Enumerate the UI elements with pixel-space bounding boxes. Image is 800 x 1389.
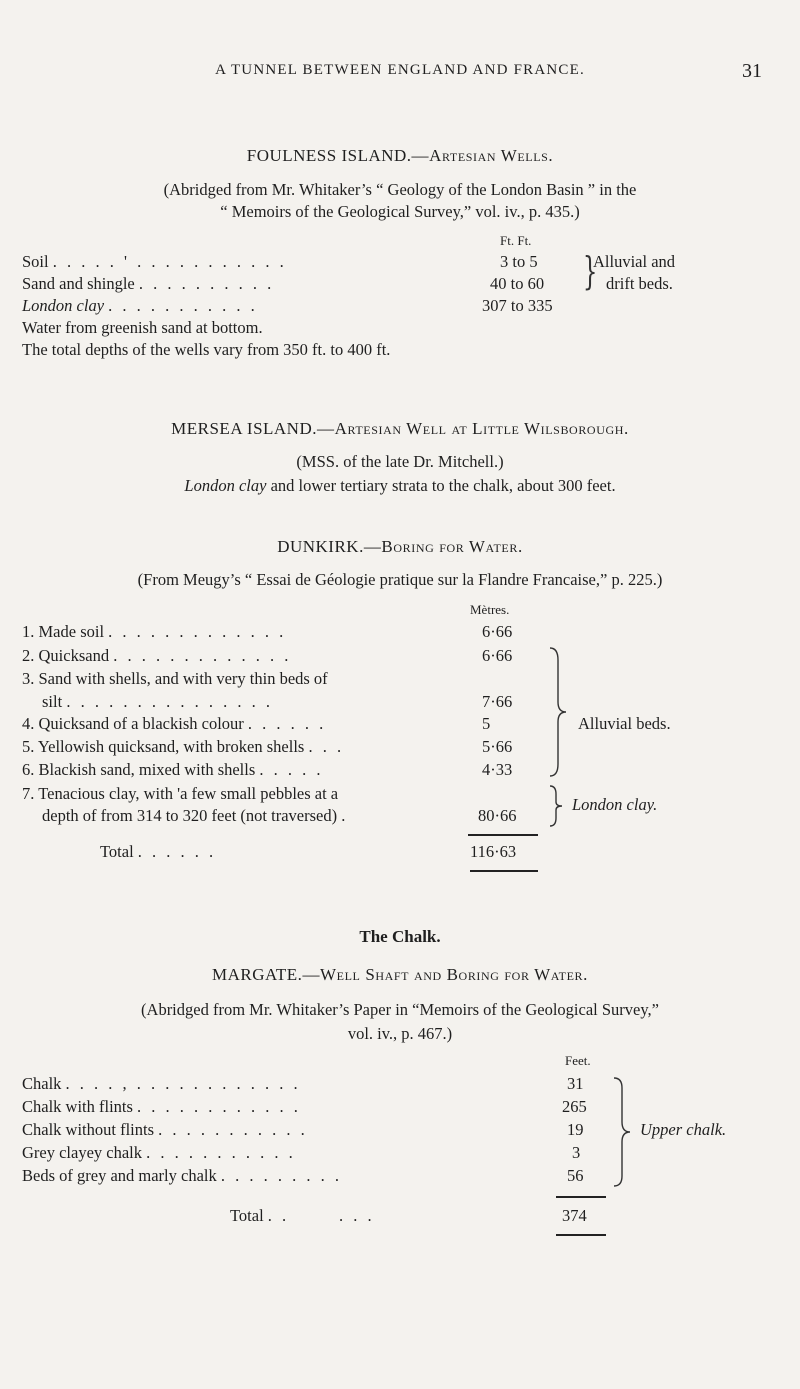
dunkirk-brace-label-london-clay: London clay. [572, 795, 658, 814]
margate-row-4 [22, 1143, 296, 1163]
row-dots: . . . . . . . . . . . . [137, 1097, 301, 1116]
running-title: A TUNNEL BETWEEN ENGLAND AND FRANCE. [215, 62, 585, 78]
row-label: Soil [22, 252, 49, 271]
foulness-title [0, 146, 800, 166]
foulness-note-2: The total depths of the wells vary from 350 ft. to 400 ft. [22, 340, 391, 359]
row-dots: . . . . . [259, 760, 324, 779]
dunkirk-row-2-value: 6·66 [482, 646, 513, 665]
foulness-note-1: Water from greenish sand at bottom. [22, 318, 263, 337]
foulness-brace-label-1: Alluvial and [593, 252, 676, 271]
row-dots: . . . . . . . . . . . [158, 1120, 308, 1139]
foulness-row-london-clay-value: 307 to 335 [482, 296, 553, 315]
total-dots: . . . . . [267, 1206, 375, 1225]
mersea-note-italic: London clay [184, 476, 267, 495]
dunkirk-row-7-cont [42, 806, 348, 826]
margate-row-3 [22, 1120, 308, 1140]
dunkirk-row-6 [22, 760, 324, 780]
dunkirk-row-1-value: 6·66 [482, 622, 513, 641]
alluvial-brace-icon [548, 646, 568, 778]
brace-icon: } [582, 249, 598, 293]
margate-row-5 [22, 1166, 342, 1186]
row-dots: . . . . . . . . . . . . . [113, 646, 292, 665]
margate-total [230, 1206, 375, 1226]
total-dots: . . . . . . [137, 842, 217, 861]
margate-row-1 [22, 1074, 301, 1094]
dunkirk-row-5 [22, 737, 344, 757]
row-label: 1. Made soil [22, 622, 105, 641]
page-number: 31 [742, 60, 762, 82]
row-label: London clay [22, 296, 105, 315]
row-dots: . . . . , . . . . . . . . . . . . [65, 1074, 301, 1093]
row-dots: . . . . . ' . . . . . . . . . . . [52, 252, 287, 271]
chalk-heading: The Chalk. [359, 927, 441, 946]
row-label: 6. Blackish sand, mixed with shells [22, 760, 256, 779]
foulness-brace-label-2: drift beds. [606, 274, 673, 293]
foulness-row-sand [22, 274, 274, 294]
dunkirk-row-6-value: 4·33 [482, 760, 513, 779]
margate-unit-header: Feet. [565, 1053, 591, 1068]
margate-source-line2: vol. iv., p. 467.) [347, 1024, 453, 1043]
row-label: 5. Yellowish quicksand, with broken shells [22, 737, 305, 756]
margate-row-1-value: 31 [567, 1074, 584, 1093]
margate-title [0, 965, 800, 985]
row-dots: . . . . . . . . . . . . . . . [66, 692, 273, 711]
row-label: Sand and shingle [22, 274, 135, 293]
row-dots: . [341, 806, 349, 825]
margate-total-value: 374 [562, 1206, 587, 1225]
dunkirk-total-value: 116·63 [470, 842, 517, 861]
dunkirk-row-4-value: 5 [482, 714, 491, 733]
foulness-row-sand-value: 40 to 60 [490, 274, 545, 293]
dunkirk-row-4 [22, 714, 326, 734]
row-label: depth of from 314 to 320 feet (not traversed) [42, 806, 338, 825]
mersea-note [0, 476, 800, 496]
row-label: Chalk [22, 1074, 62, 1093]
margate-source-line1: (Abridged from Mr. Whitaker’s Paper in “Memoirs of the Geological Survey,” [141, 1000, 659, 1019]
dunkirk-row-7: 7. Tenacious clay, with 'a few small pebbles at a [22, 784, 339, 803]
margate-row-5-value: 56 [567, 1166, 584, 1185]
mersea-title [0, 419, 800, 439]
dunkirk-row-5-value: 5·66 [482, 737, 513, 756]
row-dots: . . . [308, 737, 345, 756]
dunkirk-row-3-cont [42, 692, 273, 712]
total-label: Total [100, 842, 134, 861]
dunkirk-total-underline [470, 870, 538, 872]
margate-row-4-value: 3 [572, 1143, 581, 1162]
row-label: Grey clayey chalk [22, 1143, 143, 1162]
foulness-row-soil [22, 252, 287, 272]
foulness-source-line1: (Abridged from Mr. Whitaker’s “ Geology of the London Basin ” in the [163, 180, 637, 199]
upper-chalk-brace-icon [612, 1076, 632, 1188]
margate-row-3-value: 19 [567, 1120, 584, 1139]
dunkirk-unit-header: Mètres. [470, 602, 510, 617]
margate-title-main: MARGATE. [212, 965, 303, 984]
margate-total-rule [556, 1196, 606, 1198]
dunkirk-title-main: DUNKIRK. [277, 537, 364, 556]
dunkirk-total [100, 842, 216, 862]
row-dots: . . . . . . . . . . [138, 274, 275, 293]
dunkirk-row-3-value: 7·66 [482, 692, 513, 711]
dunkirk-row-2 [22, 646, 291, 666]
margate-row-2 [22, 1097, 301, 1117]
margate-title-sub: —Well Shaft and Boring for Water. [302, 965, 588, 984]
row-label: 4. Quicksand of a blackish colour [22, 714, 244, 733]
mersea-title-main: MERSEA ISLAND. [171, 419, 317, 438]
row-dots: . . . . . . . . . . . [108, 296, 258, 315]
total-label: Total [230, 1206, 264, 1225]
dunkirk-row-1 [22, 622, 286, 642]
margate-brace-label: Upper chalk. [640, 1120, 727, 1139]
dunkirk-source: (From Meugy’s “ Essai de Géologie pratique sur la Flandre Francaise,” p. 225.) [137, 570, 663, 589]
row-dots: . . . . . . . . . . . . . [108, 622, 287, 641]
dunkirk-title-sub: —Boring for Water. [363, 537, 523, 556]
row-label: Beds of grey and marly chalk [22, 1166, 217, 1185]
margate-row-2-value: 265 [562, 1097, 587, 1116]
mersea-title-sub: —Artesian Well at Little Wilsborough. [317, 419, 629, 438]
dunkirk-total-rule [468, 834, 538, 836]
row-dots: . . . . . . . . . . . [146, 1143, 296, 1162]
foulness-row-soil-value: 3 to 5 [500, 252, 538, 271]
dunkirk-row-7-value: 80·66 [478, 806, 517, 825]
mersea-source: (MSS. of the late Dr. Mitchell.) [296, 452, 504, 471]
mersea-note-rest: and lower tertiary strata to the chalk, about 300 feet. [266, 476, 616, 495]
foulness-unit-header: Ft. Ft. [500, 233, 532, 248]
dunkirk-brace-label-alluvial: Alluvial beds. [578, 714, 671, 733]
foulness-row-london-clay [22, 296, 258, 316]
margate-total-underline [556, 1234, 606, 1236]
london-clay-brace-icon [548, 784, 564, 828]
foulness-title-sub: —Artesian Wells. [411, 146, 554, 165]
dunkirk-title [0, 537, 800, 557]
row-dots: . . . . . . . . . [220, 1166, 342, 1185]
dunkirk-row-3: 3. Sand with shells, and with very thin beds of [22, 669, 328, 688]
row-label: silt [42, 692, 63, 711]
foulness-source-line2: “ Memoirs of the Geological Survey,” vol. iv., p. 435.) [220, 202, 580, 221]
row-label: 2. Quicksand [22, 646, 110, 665]
row-label: Chalk with flints [22, 1097, 133, 1116]
row-label: Chalk without flints [22, 1120, 154, 1139]
foulness-title-main: FOULNESS ISLAND. [246, 146, 412, 165]
row-dots: . . . . . . [247, 714, 327, 733]
